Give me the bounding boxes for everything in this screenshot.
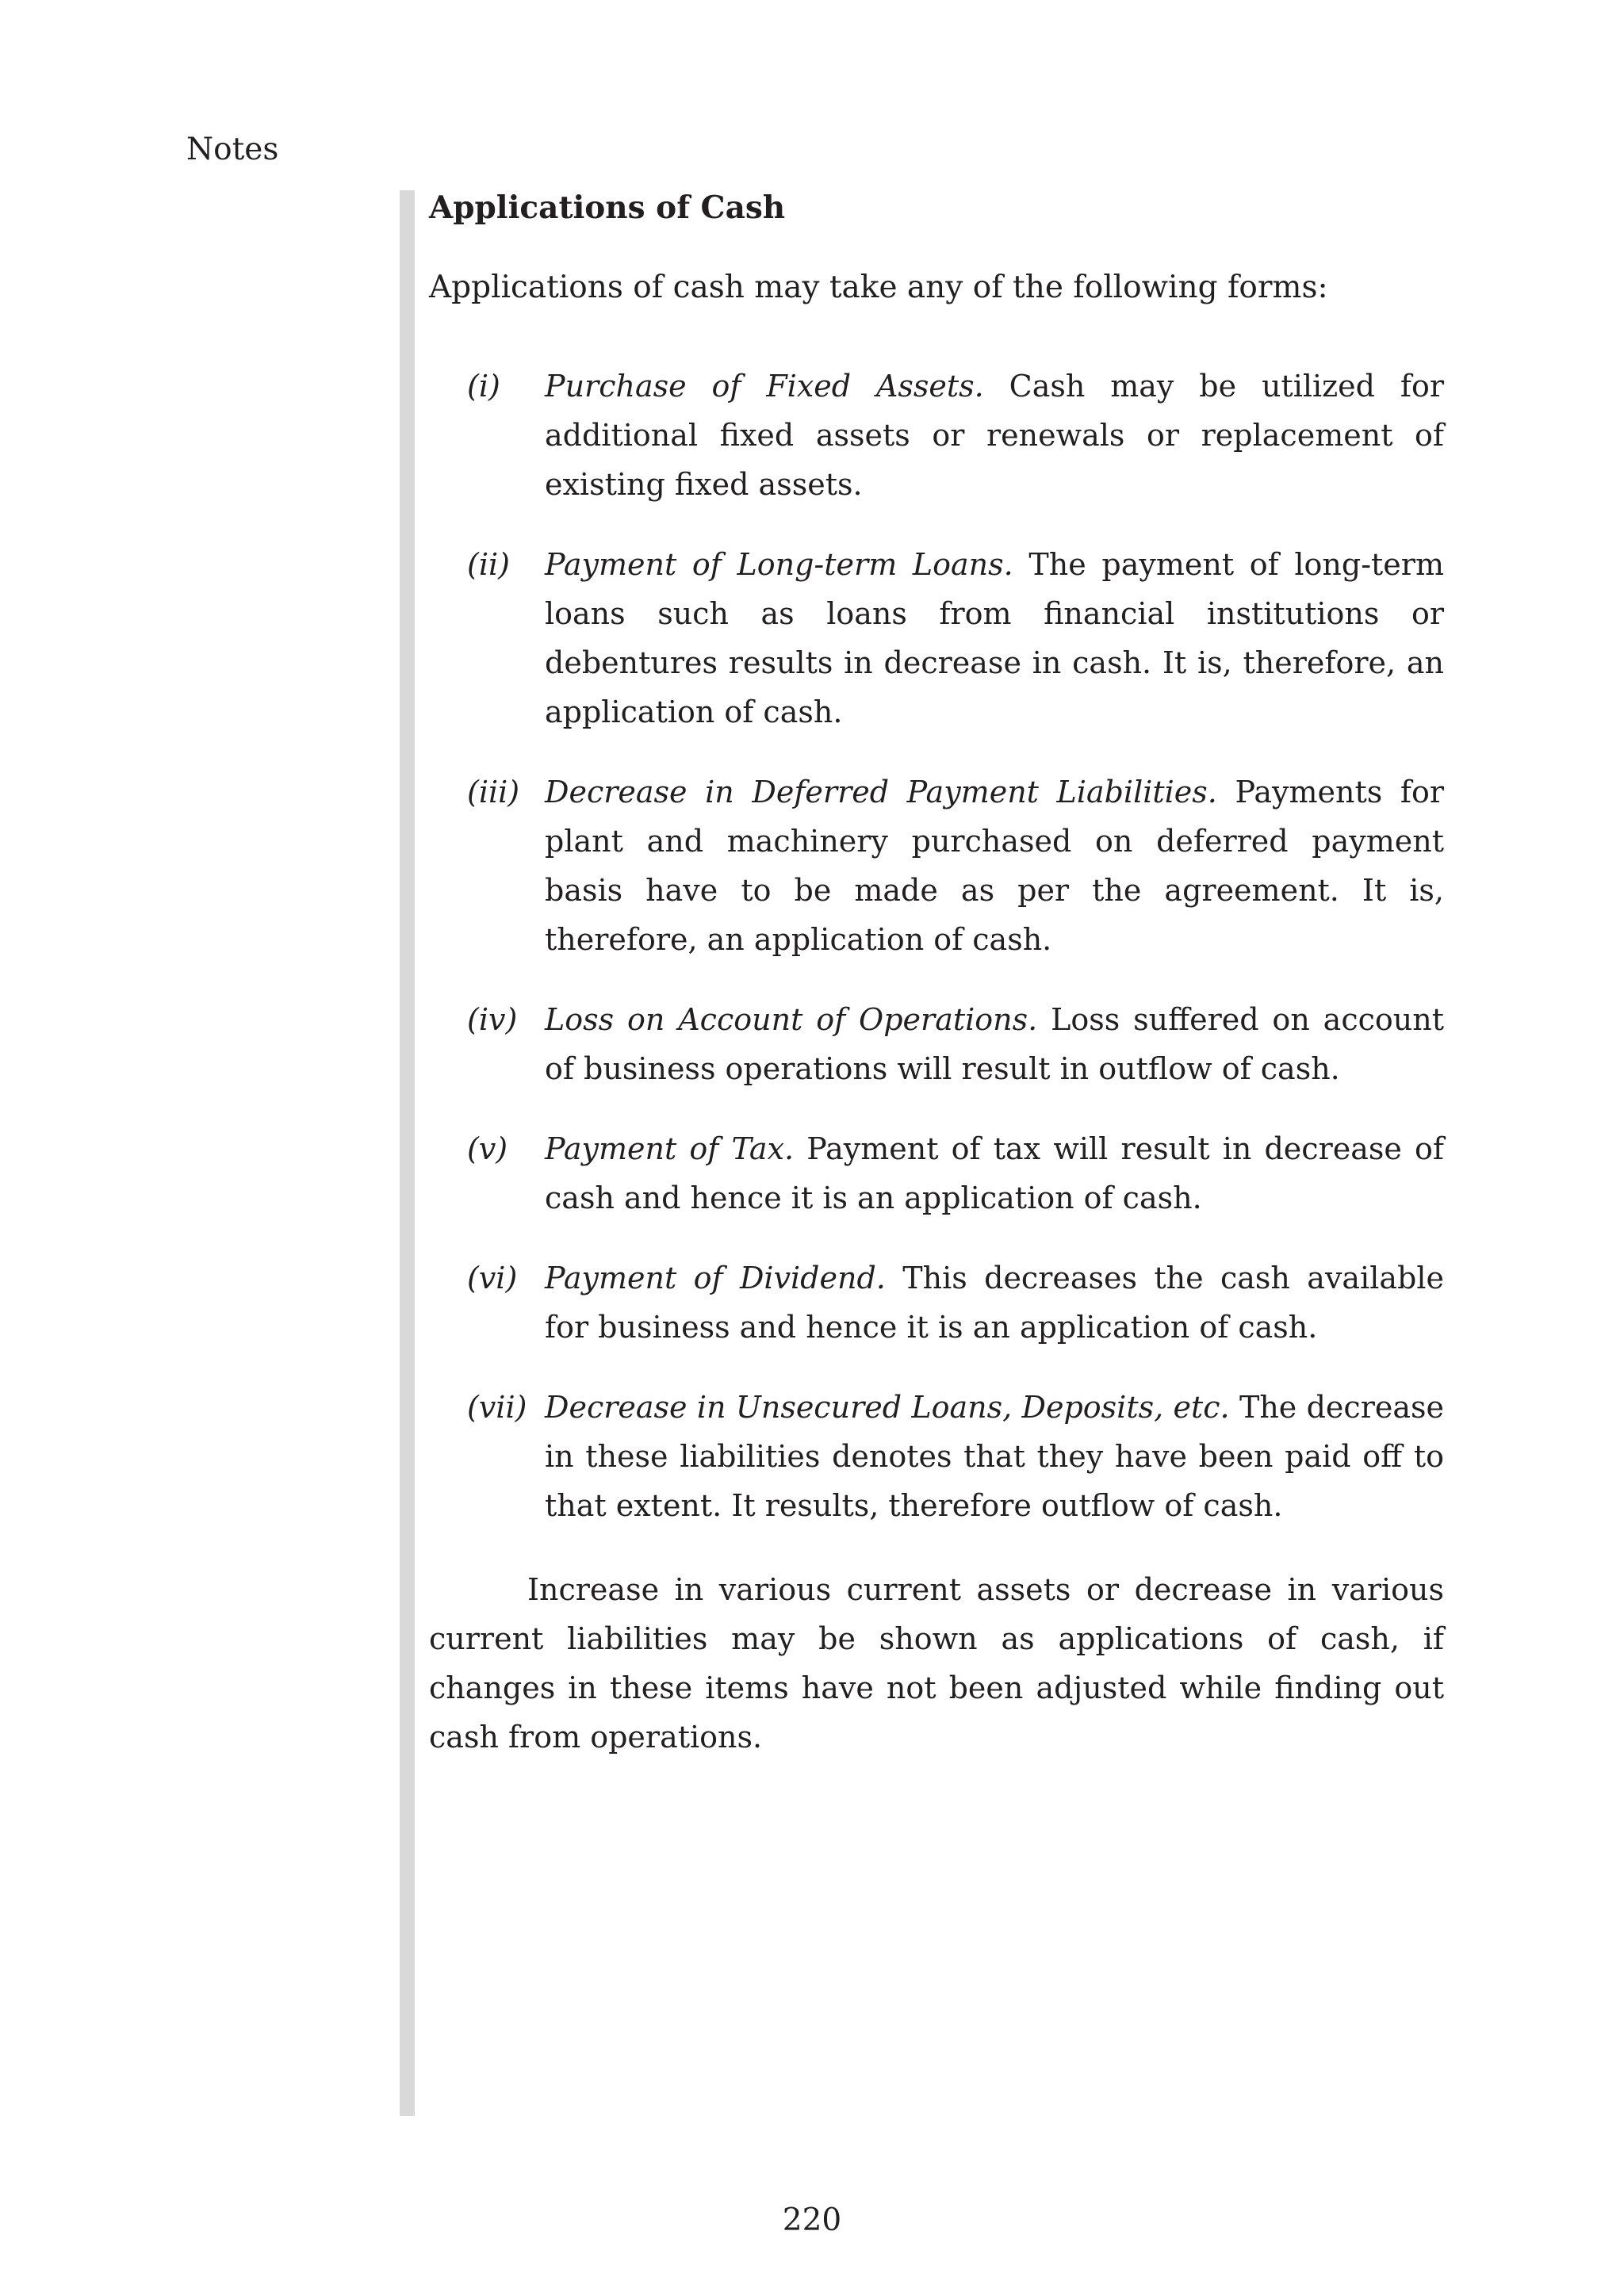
list-item: [429, 540, 1444, 737]
list-item-number: (v): [467, 1131, 508, 1166]
list-item-text: Loss suffered on account of business operations will result in outflow of cash.: [545, 1002, 1444, 1086]
list-item-body: [545, 1383, 1444, 1530]
list-item-text: Payments for plant and machinery purchased on deferred payment basis have to be made as per the agreement. It is, therefore, an application of cash.: [545, 775, 1444, 957]
list-item: [429, 1383, 1444, 1530]
list-item-body: [545, 995, 1444, 1093]
list-item-body: [545, 362, 1444, 509]
margin-side-bar: [400, 190, 415, 2116]
list-item-number: (iv): [467, 1002, 518, 1037]
list-item-text: The payment of long-term loans such as loans from financial institutions or debentures results in decrease in cash. It is, therefore, an application of cash.: [545, 547, 1444, 729]
list-item-title: Payment of Tax.: [545, 1131, 795, 1166]
margin-notes-label: Notes: [186, 132, 279, 167]
list-item-number: (i): [467, 369, 500, 404]
list-item-body: [545, 540, 1444, 737]
list-item-number: (vi): [467, 1261, 518, 1295]
list-item-number: (iii): [467, 775, 520, 809]
list-item: [429, 1253, 1444, 1352]
list-item-body: [545, 1124, 1444, 1223]
list-item: [429, 995, 1444, 1093]
list-item-title: Payment of Dividend.: [545, 1261, 886, 1295]
list-item-text: This decreases the cash available for business and hence it is an application of cash.: [545, 1261, 1444, 1345]
closing-paragraph: Increase in various current assets or decrease in various current liabilities may be shown as applications of cash, if changes in these items have not been adjusted while finding out cash from operations.: [429, 1572, 1444, 1755]
list-item: [429, 767, 1444, 964]
page-number: 220: [782, 2202, 842, 2238]
section-intro: Applications of cash may take any of the following forms:: [429, 270, 1328, 305]
list-item: [429, 1124, 1444, 1223]
applications-list: [429, 362, 1444, 1530]
list-item-text: Payment of tax will result in decrease of cash and hence it is an application of cash.: [545, 1131, 1444, 1215]
list-item-title: Decrease in Unsecured Loans, Deposits, etc.: [545, 1390, 1230, 1425]
list-item-title: Payment of Long-term Loans.: [545, 547, 1013, 582]
main-content: [429, 184, 1444, 1792]
list-item: [429, 362, 1444, 509]
list-item-title: Purchase of Fixed Assets.: [545, 369, 984, 404]
list-item-number: (vii): [467, 1390, 527, 1425]
list-item-title: Loss on Account of Operations.: [545, 1002, 1038, 1037]
list-item-title: Decrease in Deferred Payment Liabilities.: [545, 775, 1217, 809]
list-item-text: The decrease in these liabilities denotes that they have been paid off to that extent. It results, therefore outflow of cash.: [545, 1390, 1444, 1523]
section-heading: Applications of Cash: [429, 189, 786, 226]
list-item-body: [545, 767, 1444, 964]
list-item-number: (ii): [467, 547, 510, 582]
list-item-text: Cash may be utilized for additional fixed assets or renewals or replacement of existing fixed assets.: [545, 369, 1444, 502]
list-item-body: [545, 1253, 1444, 1352]
